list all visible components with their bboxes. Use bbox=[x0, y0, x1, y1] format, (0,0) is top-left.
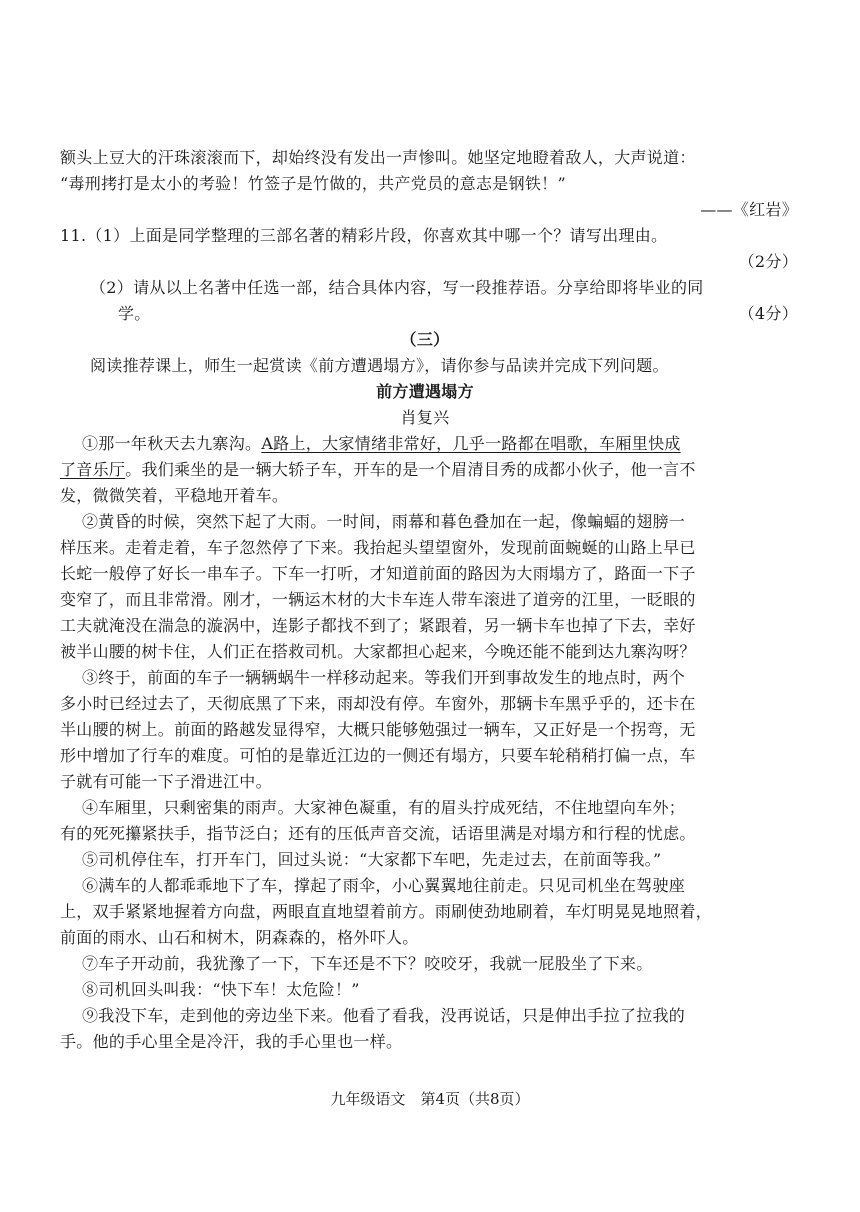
text-line: 额头上豆大的汗珠滚滚而下，却始终没有发出一声惨叫。她坚定地瞪着敌人，大声说道： bbox=[60, 148, 696, 167]
underlined-sentence-a: A路上，大家情绪非常好，几乎一路都在唱歌，车厢里快成 bbox=[261, 434, 681, 453]
question-number: 11. bbox=[60, 226, 87, 245]
paragraph-text: 有的死死攥紧扶手，指节泛白；还有的压低声音交流，话语里满是对塌方和行程的忧虑。 bbox=[60, 824, 696, 843]
paragraph-8: ⑧司机回头叫我：“快下车！太危险！” bbox=[82, 980, 360, 999]
question-11-part-2: （2）请从以上名著中任选一部，结合具体内容，写一段推荐语。分享给即将毕业的同 bbox=[90, 278, 704, 297]
article-title: 前方遭遇塌方 bbox=[376, 382, 474, 401]
question-11-part-2-cont bbox=[118, 302, 800, 326]
section-number: （三） bbox=[400, 330, 450, 349]
question-text: 学。 bbox=[118, 304, 151, 323]
paragraph-7: ⑦车子开动前，我犹豫了一下，下车还是不下？咬咬牙，我就一屁股坐了下来。 bbox=[82, 954, 653, 973]
paragraph-text: 发，微微笑着，平稳地开着车。 bbox=[60, 486, 289, 505]
paragraph-9: ⑨我没下车，走到他的旁边坐下来。他看了看我，没再说话，只是伸出手拉了拉我的 bbox=[82, 1006, 686, 1025]
paragraph-2: ②黄昏的时候，突然下起了大雨。一时间，雨幕和暮色叠加在一起，像蝙蝠的翅膀一 bbox=[82, 512, 686, 531]
paragraph-text: 。我们乘坐的是一辆大轿子车，开车的是一个眉清目秀的成都小伙子，他一言不 bbox=[125, 460, 696, 479]
paragraph-4: ④车厢里，只剩密集的雨声。大家神色凝重，有的眉头拧成死结，不住地望向车外； bbox=[82, 798, 686, 817]
paragraph-text: 被半山腰的树卡住，人们正在搭救司机。大家都担心起来，今晚还能不能到达九寨沟呀？ bbox=[60, 642, 696, 661]
section-intro: 阅读推荐课上，师生一起赏读《前方遭遇塌方》，请你参与品读并完成下列问题。 bbox=[90, 356, 669, 375]
paragraph-text: 上，双手紧紧地握着方向盘，两眼直直地望着前方。雨刷使劲地刷着，车灯明晃晃地照着， bbox=[60, 902, 713, 921]
underlined-sentence-a: 了音乐厅 bbox=[60, 460, 126, 479]
paragraph-text: 前面的雨水、山石和树木，阴森森的，格外吓人。 bbox=[60, 928, 419, 947]
paragraph-text: 形中增加了行车的难度。可怕的是靠近江边的一侧还有塌方，只要车轮稍稍打偏一点，车 bbox=[60, 746, 696, 765]
paragraph-1-cont bbox=[60, 458, 800, 482]
paragraph-1 bbox=[82, 432, 822, 456]
paragraph-text: 工夫就淹没在湍急的漩涡中，连影子都找不到了；紧跟着，另一辆卡车也掉了下去，幸好 bbox=[60, 616, 696, 635]
paragraph-3: ③终于，前面的车子一辆辆蜗牛一样移动起来。等我们开到事故发生的地点时，两个 bbox=[82, 668, 686, 687]
paragraph-6: ⑥满车的人都乖乖地下了车，撑起了雨伞，小心翼翼地往前走。只见司机坐在驾驶座 bbox=[82, 876, 686, 895]
paragraph-text: 变窄了，而且非常滑。刚才，一辆运木材的大卡车连人带车滚进了道旁的江里，一眨眼的 bbox=[60, 590, 696, 609]
paragraph-text: ①那一年秋天去九寨沟。 bbox=[82, 434, 262, 453]
paragraph-text: 半山腰的树上。前面的路越发显得窄，大概只能够勉强过一辆车，又正好是一个拐弯，无 bbox=[60, 720, 696, 739]
source-attribution: ——《红岩》 bbox=[700, 200, 798, 219]
paragraph-text: 手。他的手心里全是冷汗，我的手心里也一样。 bbox=[60, 1032, 403, 1051]
question-11-part-1 bbox=[60, 224, 800, 248]
page-footer: 九年级语文 第4页（共8页） bbox=[330, 1090, 530, 1108]
paragraph-text: 长蛇一般停了好长一串车子。下车一打听，才知道前面的路因为大雨塌方了，路面一下子 bbox=[60, 564, 696, 583]
article-author: 肖复兴 bbox=[400, 408, 450, 427]
question-score: （4分） bbox=[738, 304, 798, 323]
paragraph-text: 样压来。走着走着，车子忽然停了下来。我抬起头望望窗外，发现前面蜿蜒的山路上早已 bbox=[60, 538, 696, 557]
question-text: （1）上面是同学整理的三部名著的精彩片段，你喜欢其中哪一个？请写出理由。 bbox=[86, 226, 668, 245]
question-score: （2分） bbox=[738, 252, 798, 271]
paragraph-text: 子就有可能一下子滑进江中。 bbox=[60, 772, 272, 791]
paragraph-5: ⑤司机停住车，打开车门，回过头说：“大家都下车吧，先走过去，在前面等我。” bbox=[82, 850, 662, 869]
text-line: “毒刑拷打是太小的考验！竹签子是竹做的，共产党员的意志是钢铁！” bbox=[60, 174, 566, 193]
paragraph-text: 多小时已经过去了，天彻底黑了下来，雨却没有停。车窗外，那辆卡车黑乎乎的，还卡在 bbox=[60, 694, 696, 713]
